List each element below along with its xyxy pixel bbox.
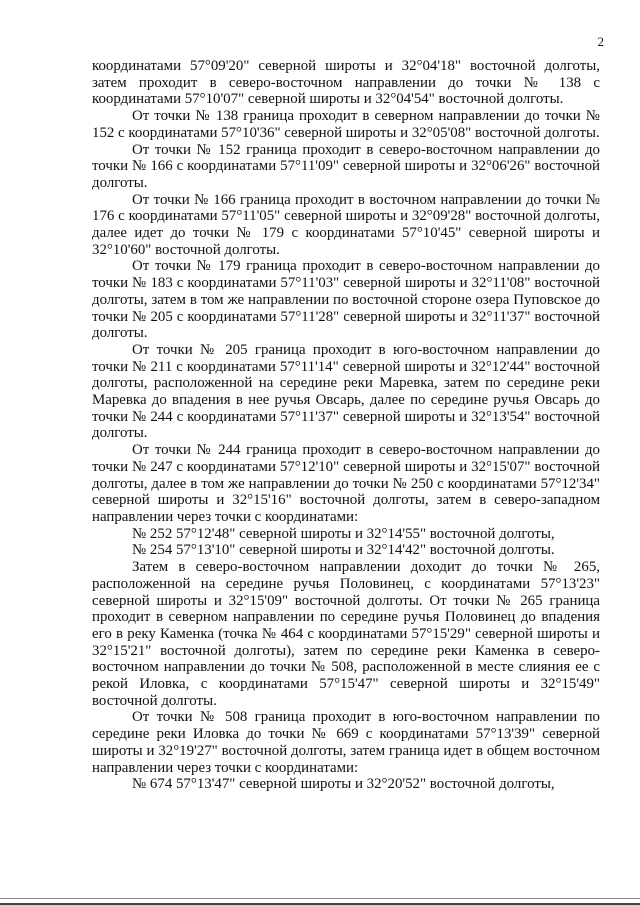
paragraph-continuation: координатами 57°09'20" северной широты и 32°04'18" восточной долготы, затем проходит в северо-восточном направлении до точки № 138 с координатами 57°10'07" северной широты и 32°04'54" восточной долготы.: [92, 58, 600, 108]
paragraph-point-265: Затем в северо-восточном направлении доходит до точки № 265, расположенной на середине ручья Половинец, с координатами 57°13'23" северной широты и 32°15'09" восточной долготы. От точки № 265 граница проходит в северном направлении по середине ручья Половинец до впадения его в реку Каменка (точка № 464 с координатами 57°15'29" северной широты и 32°15'21" восточной долготы), затем по середине реки Каменка в северо-восточном направлении до точки № 508, расположенной в месте слияния ее с рекой Иловка, с координатами 57°15'47" северной широты и 32°15'49" восточной долготы.: [92, 559, 600, 709]
coordinate-line-674: № 674 57°13'47" северной широты и 32°20'52" восточной долготы,: [132, 776, 555, 793]
paragraph-point-205: От точки № 205 граница проходит в юго-восточном направлении до точки № 211 с координатами 57°11'14" северной широты и 32°12'44" восточной долготы, расположенной на середине реки Маревка, затем по середине реки Маревка до впадения в нее ручья Овсарь, далее по середине ручья Овсарь до точки № 244 с координатами 57°11'37" северной широты и 32°13'54" восточной долготы.: [92, 341, 600, 442]
paragraph-point-508: От точки № 508 граница проходит в юго-восточном направлении по середине реки Иловка до точки № 669 с координатами 57°13'39" северной широты и 32°19'27" восточной долготы, затем граница идет в общем восточном направлении через точки с координатами:: [92, 709, 600, 776]
document-body: [92, 58, 600, 793]
paragraph-point-152: От точки № 152 граница проходит в северо-восточном направлении до точки № 166 с координатами 57°11'09" северной широты и 32°06'26" восточной долготы.: [92, 141, 600, 191]
paragraph-point-179: От точки № 179 граница проходит в северо-восточном направлении до точки № 183 с координатами 57°11'03" северной широты и 32°11'08" восточной долготы, затем в том же направлении по восточной стороне озера Пуповское до точки № 205 с координатами 57°11'28" северной широты и 32°11'37" восточной долготы.: [92, 258, 600, 342]
coordinate-line-252: № 252 57°12'48" северной широты и 32°14'55" восточной долготы,: [132, 525, 555, 542]
paragraph-point-166: От точки № 166 граница проходит в восточном направлении до точки № 176 с координатами 57°11'05" северной широты и 32°09'28" восточной долготы, далее идет до точки № 179 с координатами 57°10'45" северной широты и 32°10'60" восточной долготы.: [92, 191, 600, 258]
coordinate-line-254: № 254 57°13'10" северной широты и 32°14'42" восточной долготы.: [132, 542, 555, 559]
page-number: 2: [597, 34, 604, 49]
paragraph-point-244: От точки № 244 граница проходит в северо-восточном направлении до точки № 247 с координатами 57°12'10" северной широты и 32°15'07" восточной долготы, далее в том же направлении до точки № 250 с координатами 57°12'34" северной широты и 32°15'16" восточной долготы, затем в северо-западном направлении через точки с координатами:: [92, 442, 600, 525]
paragraph-point-138: От точки № 138 граница проходит в северном направлении до точки № 152 с координатами 57°10'36" северной широты и 32°05'08" восточной долготы.: [92, 108, 600, 141]
scan-edge-line: [0, 898, 640, 899]
